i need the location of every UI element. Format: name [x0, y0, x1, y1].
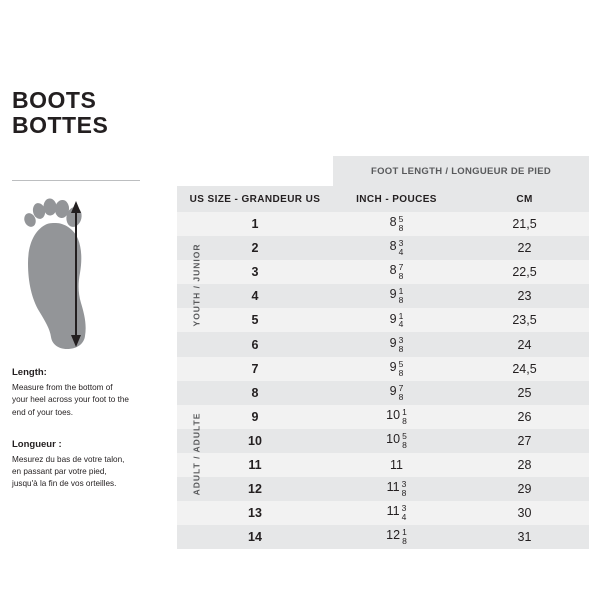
cell-inch-whole: 9: [389, 383, 397, 398]
cell-us-size: 7: [177, 357, 333, 381]
fraction-denominator: 4: [398, 247, 404, 258]
fraction-numerator: 3: [401, 503, 407, 514]
table-row: [155, 453, 589, 477]
divider: [12, 180, 140, 181]
cell-us-size: 10: [177, 429, 333, 453]
fraction-denominator: 8: [402, 415, 407, 426]
table-header-row: [155, 186, 589, 212]
fraction-numerator: 5: [398, 358, 404, 369]
header-spacer: [177, 156, 333, 186]
cell-cm: 28: [460, 453, 589, 477]
cell-inch: [333, 501, 460, 525]
cell-cm: 24,5: [460, 357, 589, 381]
cell-inch: [333, 260, 460, 284]
fraction-numerator: 1: [398, 286, 404, 297]
cell-us-size: 4: [177, 284, 333, 308]
fraction-numerator: 1: [402, 527, 407, 538]
fraction-denominator: 8: [398, 271, 404, 282]
cell-cm: 27: [460, 429, 589, 453]
fraction-denominator: 8: [398, 295, 404, 306]
cell-inch-whole: 9: [389, 287, 397, 302]
header-spacer: [155, 156, 177, 186]
fraction-numerator: 5: [398, 214, 404, 225]
table-row: [155, 260, 589, 284]
cell-inch-whole: 8: [389, 239, 397, 254]
cell-inch: [333, 477, 460, 501]
fraction-denominator: 8: [398, 343, 404, 354]
length-heading: Length:: [12, 367, 47, 378]
cell-inch: [333, 357, 460, 381]
fraction-denominator: 8: [398, 223, 404, 234]
table-row: [155, 308, 589, 332]
cell-inch-whole: 10: [386, 407, 401, 422]
cell-cm: 26: [460, 405, 589, 429]
cell-cm: 23,5: [460, 308, 589, 332]
fraction-numerator: 3: [398, 334, 404, 345]
column-header-cm: CM: [460, 186, 589, 212]
fraction-numerator: 3: [401, 479, 407, 490]
cell-inch-whole: 11: [386, 504, 400, 519]
cell-us-size: 13: [177, 501, 333, 525]
fraction-numerator: 7: [398, 262, 404, 273]
cell-us-size: 12: [177, 477, 333, 501]
cell-cm: 23: [460, 284, 589, 308]
header-spacer: [155, 186, 177, 212]
cell-cm: 25: [460, 381, 589, 405]
length-body: Measure from the bottom of your heel across your foot to the end of your toes.: [12, 383, 129, 417]
cell-inch-whole: 12: [386, 528, 401, 543]
cell-inch-whole: 9: [389, 335, 397, 350]
table-row: [155, 477, 589, 501]
cell-inch-fraction: [399, 215, 404, 233]
cell-inch: [333, 405, 460, 429]
column-header-us: US SIZE - GRANDEUR US: [177, 186, 333, 212]
cell-inch-whole: 9: [389, 311, 397, 326]
table-row: [155, 501, 589, 525]
group-label-text: ADULT / ADULTE: [191, 412, 202, 496]
cell-inch: [333, 284, 460, 308]
cell-us-size: 3: [177, 260, 333, 284]
cell-us-size: 1: [177, 212, 333, 236]
cell-inch-fraction: [399, 287, 404, 305]
cell-us-size: 9: [177, 405, 333, 429]
fraction-denominator: 8: [401, 488, 407, 499]
foot-illustration: [12, 187, 140, 359]
cell-inch-whole: 10: [386, 431, 401, 446]
fraction-denominator: 4: [401, 512, 407, 523]
cell-cm: 30: [460, 501, 589, 525]
cell-inch: [333, 381, 460, 405]
fraction-denominator: 8: [402, 439, 407, 450]
fraction-numerator: 7: [398, 382, 404, 393]
table-row: [155, 284, 589, 308]
cell-inch: [333, 212, 460, 236]
cell-us-size: 6: [177, 332, 333, 356]
cell-inch-fraction: [399, 336, 404, 354]
table-row: [155, 405, 589, 429]
cell-us-size: 5: [177, 308, 333, 332]
table-row: [155, 429, 589, 453]
cell-us-size: 11: [177, 453, 333, 477]
fraction-denominator: 8: [398, 391, 404, 402]
fraction-denominator: 8: [398, 367, 404, 378]
longueur-heading: Longueur :: [12, 438, 62, 450]
table-row: [155, 381, 589, 405]
left-info-column: [12, 180, 140, 491]
cell-cm: 24: [460, 332, 589, 356]
table-span-header-row: [155, 156, 589, 186]
page-title: [12, 88, 108, 138]
fraction-denominator: 8: [402, 536, 407, 547]
cell-inch-fraction: [402, 480, 407, 498]
cell-us-size: 8: [177, 381, 333, 405]
cell-inch-fraction: [402, 528, 407, 546]
cell-inch-fraction: [399, 312, 404, 330]
fraction-numerator: 3: [398, 238, 404, 249]
fraction-numerator: 1: [402, 406, 407, 417]
cell-inch-fraction: [402, 504, 407, 522]
title-line-fr: BOTTES: [12, 111, 109, 138]
cell-inch-whole: 11: [390, 457, 403, 472]
longueur-body: Mesurez du bas de votre talon, en passant par votre pied, jusqu'à la fin de vos orteilles.: [12, 454, 125, 489]
cell-us-size: 14: [177, 525, 333, 549]
cell-inch-fraction: [402, 432, 407, 450]
table-row: [155, 236, 589, 260]
cell-inch-fraction: [402, 408, 407, 426]
fraction-denominator: 4: [398, 319, 404, 330]
group-label-youth: [155, 212, 202, 357]
cell-cm: 21,5: [460, 212, 589, 236]
cell-cm: 29: [460, 477, 589, 501]
cell-inch-fraction: [399, 360, 404, 378]
cell-inch-fraction: [399, 384, 404, 402]
table-row: [155, 332, 589, 356]
size-table: [155, 156, 589, 549]
group-label-adult: [155, 357, 202, 550]
cell-inch-whole: 8: [389, 215, 397, 230]
cell-us-size: 2: [177, 236, 333, 260]
group-label-text: YOUTH / JUNIOR: [191, 243, 202, 327]
fraction-numerator: 5: [402, 430, 407, 441]
cell-inch-fraction: [399, 263, 404, 281]
fraction-numerator: 1: [398, 310, 404, 321]
cell-inch: [333, 525, 460, 549]
cell-inch: [333, 236, 460, 260]
table-row: [155, 212, 589, 236]
foot-outline-icon: [12, 187, 140, 359]
cell-inch-whole: 11: [386, 480, 400, 495]
table-row: [155, 357, 589, 381]
size-table-container: [155, 156, 589, 549]
column-header-inch: INCH - POUCES: [333, 186, 460, 212]
cell-inch: [333, 453, 460, 477]
cell-inch: [333, 429, 460, 453]
cell-cm: 22,5: [460, 260, 589, 284]
cell-inch-whole: 8: [389, 263, 397, 278]
table-row: [155, 525, 589, 549]
cell-inch: [333, 308, 460, 332]
title-line-en: BOOTS: [12, 87, 97, 113]
cell-inch-whole: 9: [389, 359, 397, 374]
cell-cm: 22: [460, 236, 589, 260]
cell-cm: 31: [460, 525, 589, 549]
foot-length-header: FOOT LENGTH / LONGUEUR DE PIED: [333, 156, 589, 186]
cell-inch-fraction: [399, 239, 404, 257]
cell-inch: [333, 332, 460, 356]
